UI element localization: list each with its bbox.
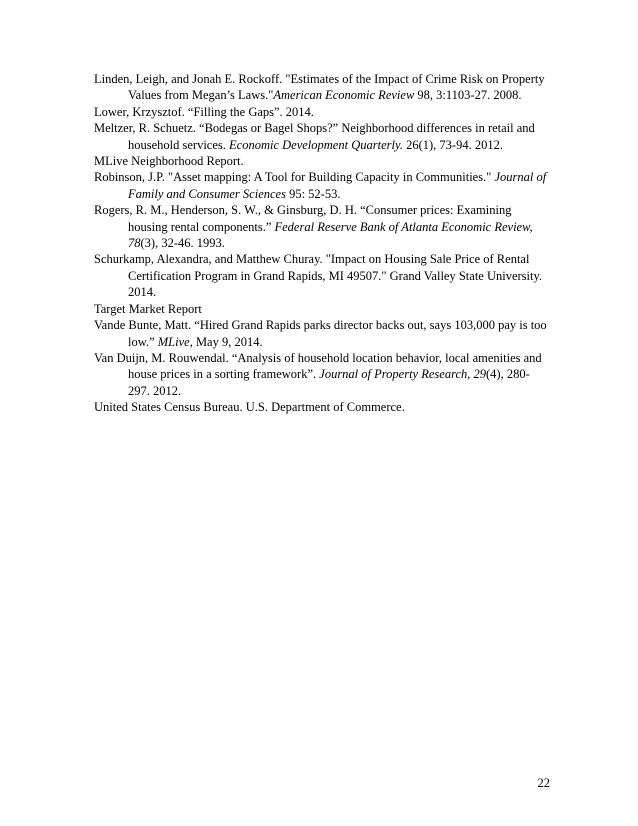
reference-text: Meltzer, R. Schuetz. “Bodegas or Bagel Shops?” Neighborhood differences in retail and household services.: [94, 121, 535, 152]
reference-text: 26(1), 73-94. 2012.: [402, 137, 503, 152]
reference-text: Rogers, R. M., Henderson, S. W., & Ginsburg, D. H. “Consumer prices: Examining housing rental components.”: [94, 203, 512, 234]
reference-entry: [94, 251, 549, 300]
reference-entry: [94, 169, 549, 202]
reference-entry: [94, 202, 549, 251]
reference-entry: [94, 399, 549, 415]
references-list: [94, 71, 549, 416]
reference-entry: [94, 153, 549, 169]
reference-text: , May 9, 2014.: [189, 334, 263, 349]
reference-entry: [94, 317, 549, 350]
reference-text: 98, 3:1103-27. 2008.: [414, 88, 522, 103]
page-number: 22: [537, 776, 550, 790]
reference-entry: [94, 350, 549, 399]
reference-journal: American Economic Review: [273, 88, 415, 103]
reference-text: Lower, Krzysztof. “Filling the Gaps”. 2014.: [94, 104, 314, 119]
reference-text: 95: 52-53.: [285, 186, 341, 201]
reference-text: Schurkamp, Alexandra, and Matthew Churay. "Impact on Housing Sale Price of Rental Certification Program in Grand Rapids, MI 49507." Grand Valley State University. 2014.: [94, 252, 543, 300]
reference-text: (4), 280-297. 2012.: [128, 367, 530, 398]
reference-journal: Economic Development Quarterly.: [229, 137, 403, 152]
reference-entry: [94, 120, 549, 153]
reference-text: Robinson, J.P. "Asset mapping: A Tool for Building Capacity in Communities.": [94, 170, 495, 185]
reference-text: United States Census Bureau. U.S. Department of Commerce.: [94, 400, 405, 415]
reference-entry: [94, 104, 549, 120]
reference-text: MLive Neighborhood Report.: [94, 154, 244, 169]
reference-text: Linden, Leigh, and Jonah E. Rockoff. "Estimates of the Impact of Crime Risk on Property Values from Megan’s Laws.": [94, 72, 545, 103]
reference-journal: Federal Reserve Bank of Atlanta Economic Review, 78: [128, 219, 533, 251]
reference-text: (3), 32-46. 1993.: [140, 236, 225, 251]
reference-journal: MLive: [157, 334, 190, 349]
reference-journal: Journal of Property Research, 29: [319, 367, 487, 382]
reference-entry: [94, 301, 549, 317]
reference-text: Van Duijn, M. Rouwendal. “Analysis of household location behavior, local amenities and house prices in a sorting framework”.: [94, 350, 542, 382]
reference-text: Vande Bunte, Matt. “Hired Grand Rapids parks director backs out, says 103,000 pay is too low.”: [94, 318, 547, 349]
reference-journal: Journal of Family and Consumer Sciences: [128, 170, 547, 201]
reference-text: Target Market Report: [94, 301, 202, 316]
reference-entry: [94, 71, 549, 104]
